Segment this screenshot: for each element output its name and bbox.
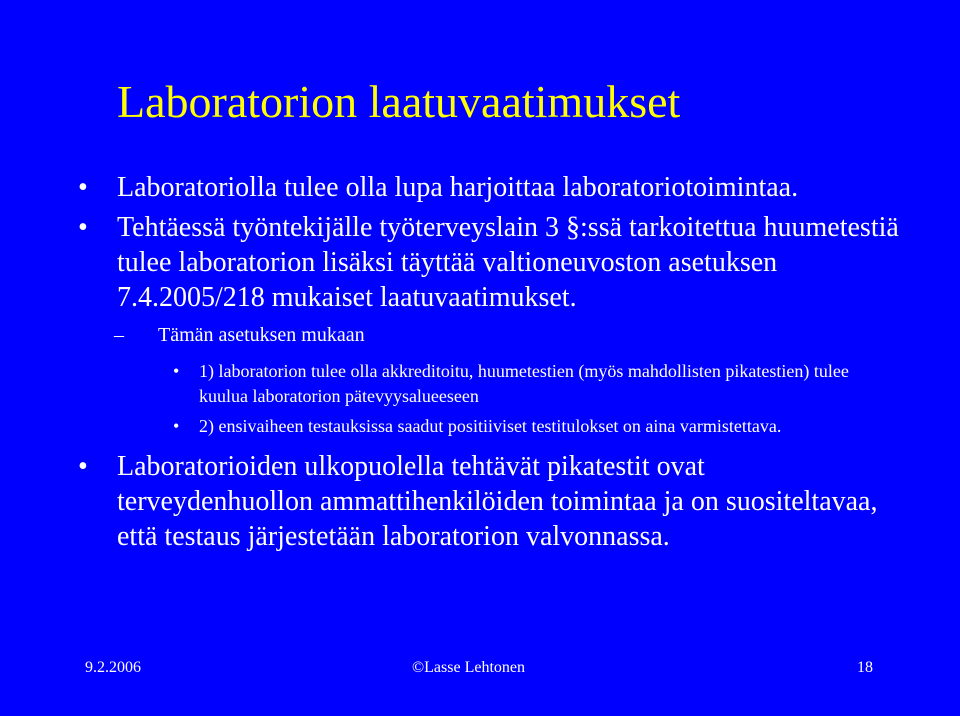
sub-sub-bullet-text: 2) ensivaiheen testauksissa saadut positiiviset testitulokset on aina varmistettava.	[199, 416, 782, 436]
sub-sub-bullet-text: 1) laboratorion tulee olla akkreditoitu, huumetestien (myös mahdollisten pikatestien) tulee kuulua laboratorion pätevyysalueeseen	[199, 361, 849, 406]
footer-author: ©Lasse Lehtonen	[412, 659, 526, 676]
slide-body	[0, 170, 960, 554]
bullet-icon: •	[78, 451, 88, 482]
bullet-icon: •	[173, 361, 180, 381]
bullet-text: Laboratorioiden ulkopuolella tehtävät pikatestit ovat terveydenhuollon ammattihenkilöiden toimintaa ja on suositeltavaa, että testaus järjestetään laboratorion valvonnassa.	[117, 451, 878, 552]
sub-bullet-text: Tämän asetuksen mukaan	[158, 324, 365, 346]
bullet-icon: •	[78, 172, 88, 203]
footer-date: 9.2.2006	[85, 659, 141, 676]
dash-icon: –	[114, 324, 124, 346]
bullet-icon: •	[173, 416, 180, 436]
bullet-icon: •	[78, 212, 88, 243]
sub-sub-bullet-item	[0, 359, 899, 409]
bullet-text: Laboratoriolla tulee olla lupa harjoittaa laboratoriotoimintaa.	[117, 172, 799, 203]
sub-sub-bullet-item	[0, 414, 899, 439]
sub-bullet-item	[0, 323, 878, 347]
bullet-item	[0, 210, 907, 315]
bullet-item	[0, 170, 907, 205]
slide-title: Laboratorion laatuvaatimukset	[117, 76, 681, 127]
page-number: 18	[857, 659, 873, 676]
bullet-text: Tehtäessä työntekijälle työterveyslain 3 §:ssä tarkoitettua huumetestiä tulee laboratorion lisäksi täyttää valtioneuvoston asetuksen 7.4.2005/218 mukaiset laatuvaatimukset.	[117, 212, 899, 313]
bullet-item	[0, 449, 907, 554]
